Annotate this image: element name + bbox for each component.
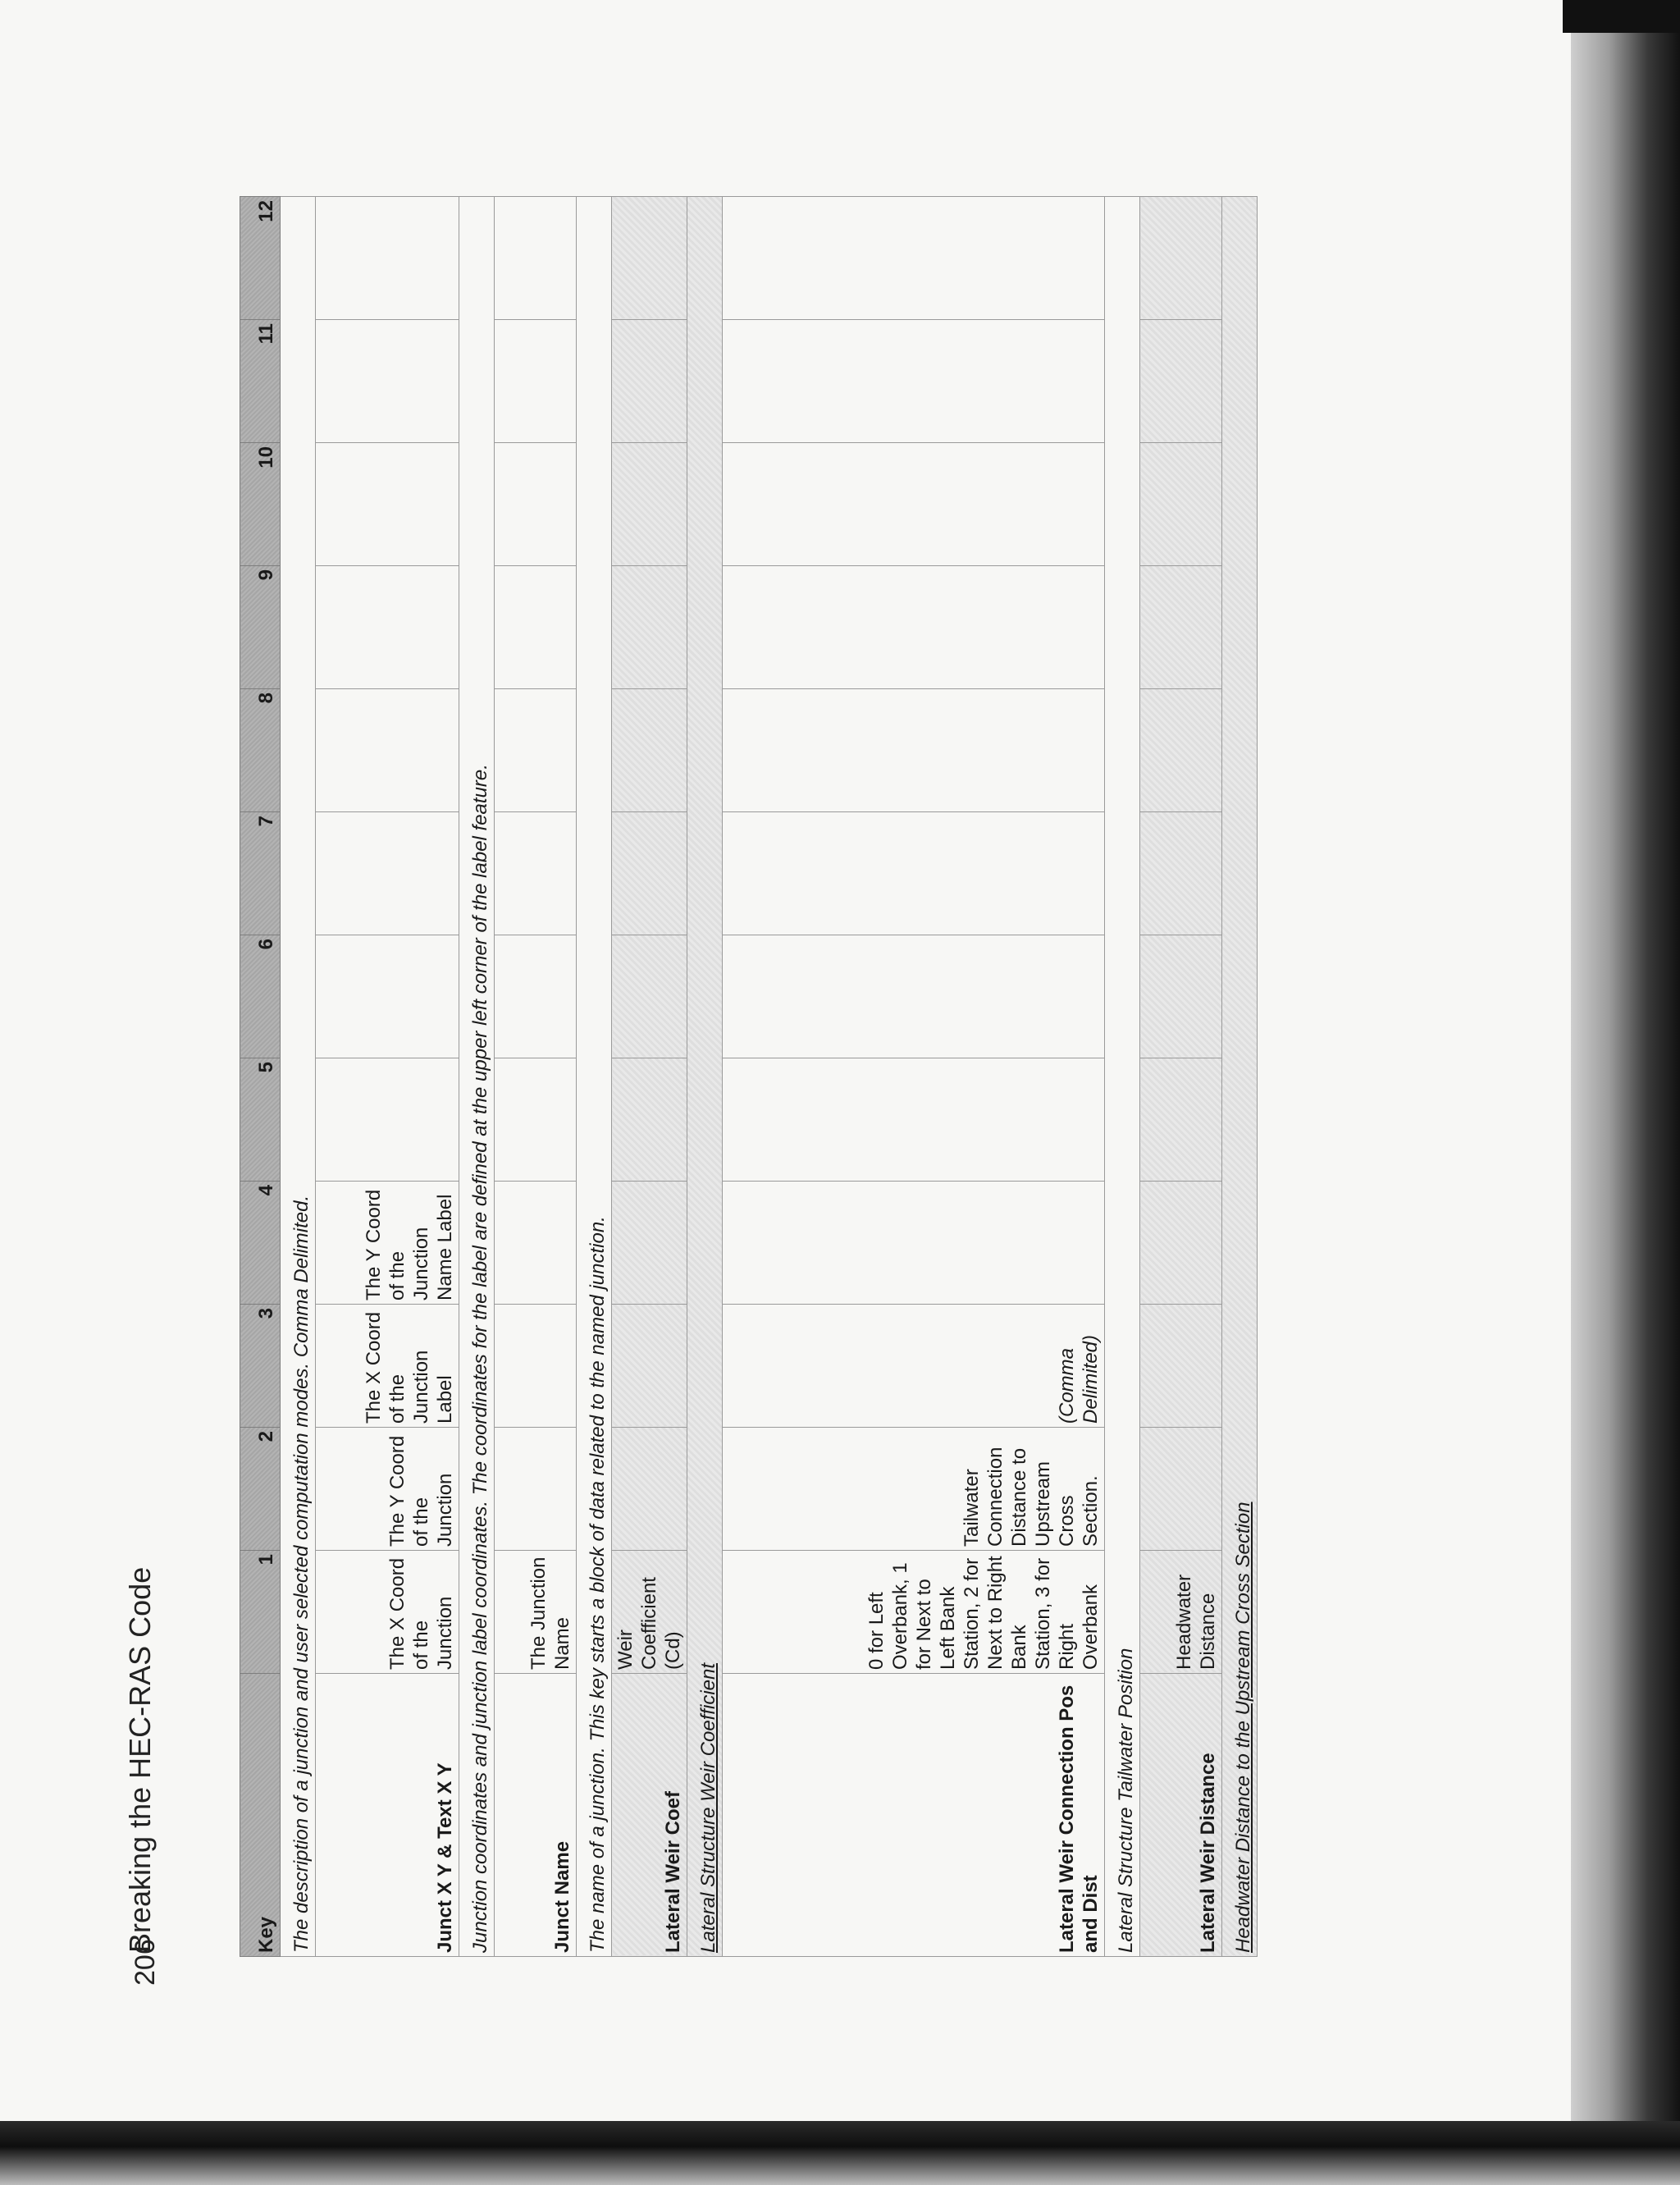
page-number: 206: [130, 1939, 161, 1986]
key-label: Junct Name: [495, 1674, 577, 1957]
header-col-1: 1: [240, 1551, 281, 1674]
key-label: Lateral Weir Connection Pos and Dist: [723, 1674, 1105, 1957]
key-row: [316, 197, 459, 1957]
field-cell: The Y Coord of the Junction Name Label: [316, 1182, 459, 1305]
row-description: Lateral Structure Weir Coefficient: [687, 197, 723, 1957]
header-col-7: 7: [240, 812, 281, 935]
row-description: The description of a junction and user selected computation modes. Comma Delimited.: [281, 197, 316, 1957]
field-cell: (Comma Delimited): [723, 1305, 1105, 1428]
header-col-12: 12: [240, 197, 281, 320]
key-row: [495, 197, 577, 1957]
field-cell: The X Coord of the Junction: [316, 1551, 459, 1674]
header-row: [240, 197, 281, 1957]
page-bottom-edge: [0, 2121, 1680, 2185]
description-row: [687, 197, 723, 1957]
description-row: [459, 197, 495, 1957]
key-label: Junct X Y & Text X Y: [316, 1674, 459, 1957]
header-col-5: 5: [240, 1058, 281, 1182]
description-row: [1222, 197, 1258, 1957]
field-cell: Weir Coefficient (Cd): [612, 1551, 687, 1674]
field-cell: The X Coord of the Junction Label: [316, 1305, 459, 1428]
row-description: Headwater Distance to the Upstream Cross Section: [1222, 197, 1258, 1957]
description-row: [281, 197, 316, 1957]
hec-ras-key-table: [240, 197, 1400, 1957]
header-col-2: 2: [240, 1428, 281, 1551]
header-col-4: 4: [240, 1182, 281, 1305]
header-col-11: 11: [240, 320, 281, 443]
description-row: [1105, 197, 1140, 1957]
field-cell: The Junction Name: [495, 1551, 577, 1674]
field-cell: 0 for Left Overbank, 1 for Next to Left Bank Station, 2 for Next to Right Bank Station, 3 for Right Overbank: [723, 1551, 1105, 1674]
header-col-6: 6: [240, 935, 281, 1058]
book-gutter: [1571, 0, 1680, 2185]
key-table: [240, 196, 1258, 1957]
field-cell: Tailwater Connection Distance to Upstream Cross Section.: [723, 1428, 1105, 1551]
key-row: [723, 197, 1105, 1957]
key-row: [612, 197, 687, 1957]
row-description: The name of a junction. This key starts a block of data related to the named junction.: [577, 197, 612, 1957]
row-description: Junction coordinates and junction label coordinates. The coordinates for the label are defined at the upper left corner of the label feature.: [459, 197, 495, 1957]
header-col-3: 3: [240, 1305, 281, 1428]
book-gutter-shadow: [1563, 0, 1680, 33]
key-label: Lateral Weir Distance: [1140, 1674, 1222, 1957]
key-label: Lateral Weir Coef: [612, 1674, 687, 1957]
header-key: Key: [240, 1674, 281, 1957]
header-col-8: 8: [240, 689, 281, 812]
field-cell: The Y Coord of the Junction: [316, 1428, 459, 1551]
key-row: [1140, 197, 1222, 1957]
description-row: [577, 197, 612, 1957]
header-col-9: 9: [240, 566, 281, 689]
header-col-10: 10: [240, 443, 281, 566]
field-cell: Headwater Distance: [1140, 1551, 1222, 1674]
running-head: Breaking the HEC-RAS Code: [123, 1566, 157, 1953]
row-description: Lateral Structure Tailwater Position: [1105, 197, 1140, 1957]
